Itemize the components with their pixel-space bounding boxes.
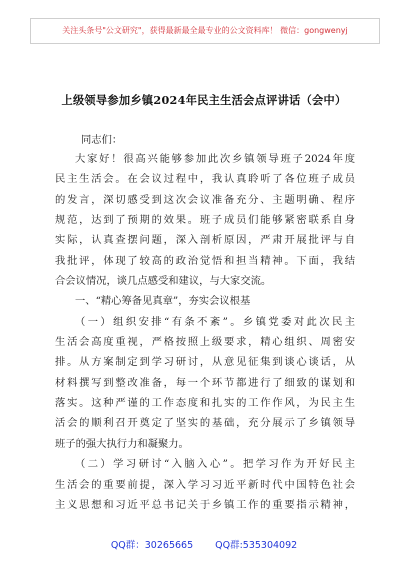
body-line: （一）组织安排“有条不紊”。乡镇党委对此次民主 [75,315,355,328]
section-heading: 一、“精心筹备见真章”，夯实会议根基 [75,295,251,308]
header-banner [30,18,380,44]
footer-qq-group-1: QQ群：30265665 [110,540,194,551]
body-line: 排。从方案制定到学习研讨，从意见征集到谈心谈话，从 [55,356,355,369]
salutation: 同志们： [81,134,123,146]
document-body [55,149,355,515]
body-line: 实际，认真查摆问题，深入剖析原因，严肃开展批评与自 [55,234,355,247]
body-line: 班子的强大执行力和凝聚力。 [55,437,189,450]
footer-qq-group-2: QQ群:535304092 [215,540,298,551]
body-line: （二）学习研讨“入脑入心”。把学习作为开好民主 [75,458,355,471]
body-line: 规范，达到了预期的效果。班子成员们能够紧密联系自身 [55,214,355,227]
header-banner-text: 关注头条号"公文研究"，获得最新最全最专业的公文资料库！ 微信：gongwenyj [62,26,348,35]
body-line: 合会议情况，谈几点感受和建议，与大家交流。 [55,275,272,288]
body-line: 落实。这种严谨的工作态度和扎实的工作作风，为民主生 [55,397,355,410]
document-title: 上级领导参加乡镇2024年民主生活会点评讲话（会中） [61,93,347,107]
body-line: 大家好！很高兴能够参加此次乡镇领导班子2024年度 [75,153,355,165]
body-line: 生活会高度重视，严格按照上级要求，精心组织、周密安 [55,336,355,349]
body-line: 我批评，体现了较高的政治觉悟和担当精神。下面，我结 [55,254,355,267]
body-line: 生活会的重要前提，深入学习习近平新时代中国特色社会 [55,478,355,491]
body-line: 民主生活会。在会议过程中，我认真聆听了各位班子成员 [55,173,355,186]
footer-contact [0,537,408,551]
body-line: 材料撰写到整改准备，每一个环节都进行了细致的谋划和 [55,376,355,389]
body-line: 主义思想和习近平总书记关于乡镇工作的重要指示精神， [55,498,355,511]
body-line: 的发言，深切感受到这次会议准备充分、主题明确、程序 [55,193,355,206]
body-line: 活会的顺利召开奠定了坚实的基础，充分展示了乡镇领导 [55,417,355,430]
